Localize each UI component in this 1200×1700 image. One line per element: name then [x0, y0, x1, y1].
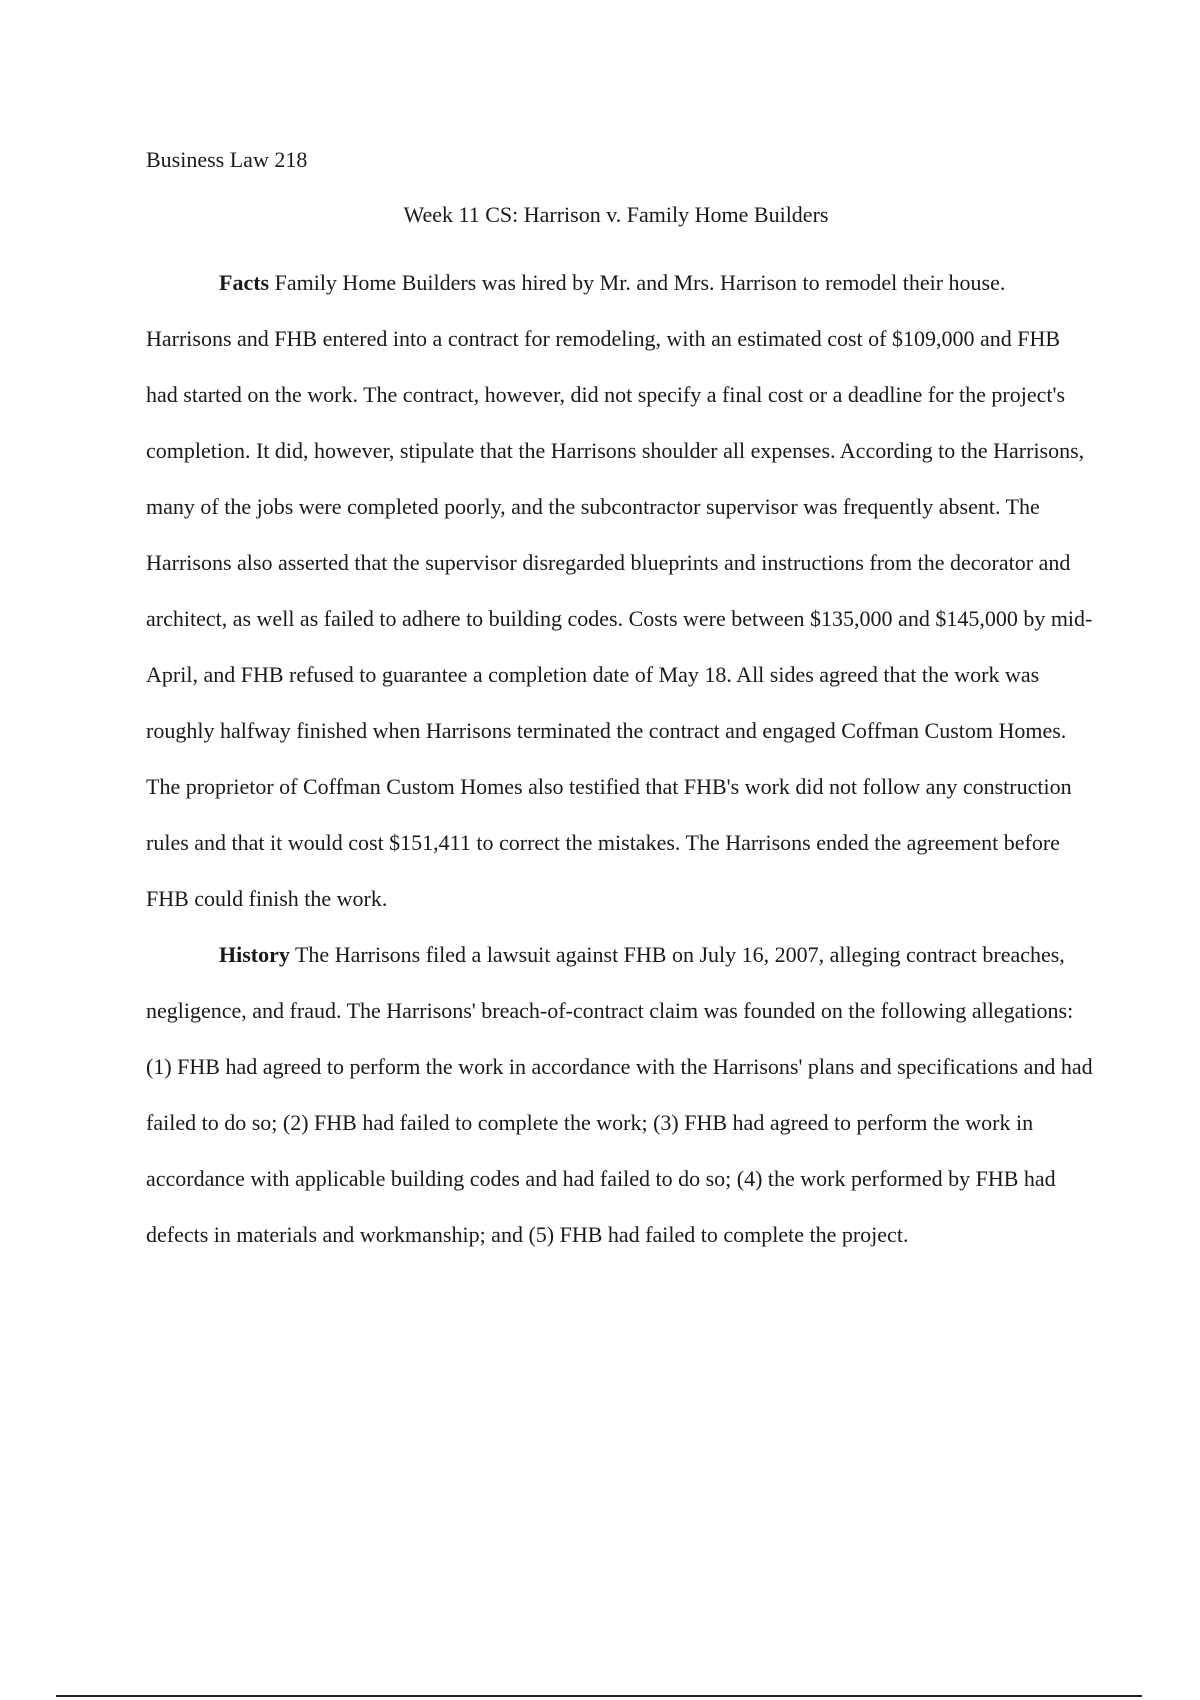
document-title: Week 11 CS: Harrison v. Family Home Builders: [403, 202, 829, 227]
facts-heading: Facts: [219, 270, 270, 295]
facts-text: Family Home Builders was hired by Mr. and Mrs. Harrison to remodel their house. Harrisons and FHB entered into a contract for remodeling, with an estimated cost of $109,000 and FHB had started on the work. The contract, however, did not specify a final cost or a deadline for the project's completion. It did, however, stipulate that the Harrisons shoulder all expenses. According to the Harrisons, many of the jobs were completed poorly, and the subcontractor supervisor was frequently absent. The Harrisons also asserted that the supervisor disregarded blueprints and instructions from the decorator and architect, as well as failed to adhere to building codes. Costs were between $135,000 and $145,000 by mid-April, and FHB refused to guarantee a completion date of May 18. All sides agreed that the work was roughly halfway finished when Harrisons terminated the contract and engaged Coffman Custom Homes. The proprietor of Coffman Custom Homes also testified that FHB's work did not follow any construction rules and that it would cost $151,411 to correct the mistakes. The Harrisons ended the agreement before FHB could finish the work.: [146, 270, 1093, 911]
page-bottom-rule: [56, 1695, 1142, 1697]
facts-paragraph: [146, 255, 1094, 927]
history-heading: History: [219, 942, 290, 967]
history-text: The Harrisons filed a lawsuit against FHB on July 16, 2007, alleging contract breaches, negligence, and fraud. The Harrisons' breach-of-contract claim was founded on the following allegations: (1) FHB had agreed to perform the work in accordance with the Harrisons' plans and specifications and had failed to do so; (2) FHB had failed to complete the work; (3) FHB had agreed to perform the work in accordance with applicable building codes and had failed to do so; (4) the work performed by FHB had defects in materials and workmanship; and (5) FHB had failed to complete the project.: [146, 942, 1093, 1247]
document-body: [146, 255, 1094, 1263]
history-paragraph: [146, 927, 1094, 1263]
course-name: Business Law 218: [146, 147, 308, 172]
